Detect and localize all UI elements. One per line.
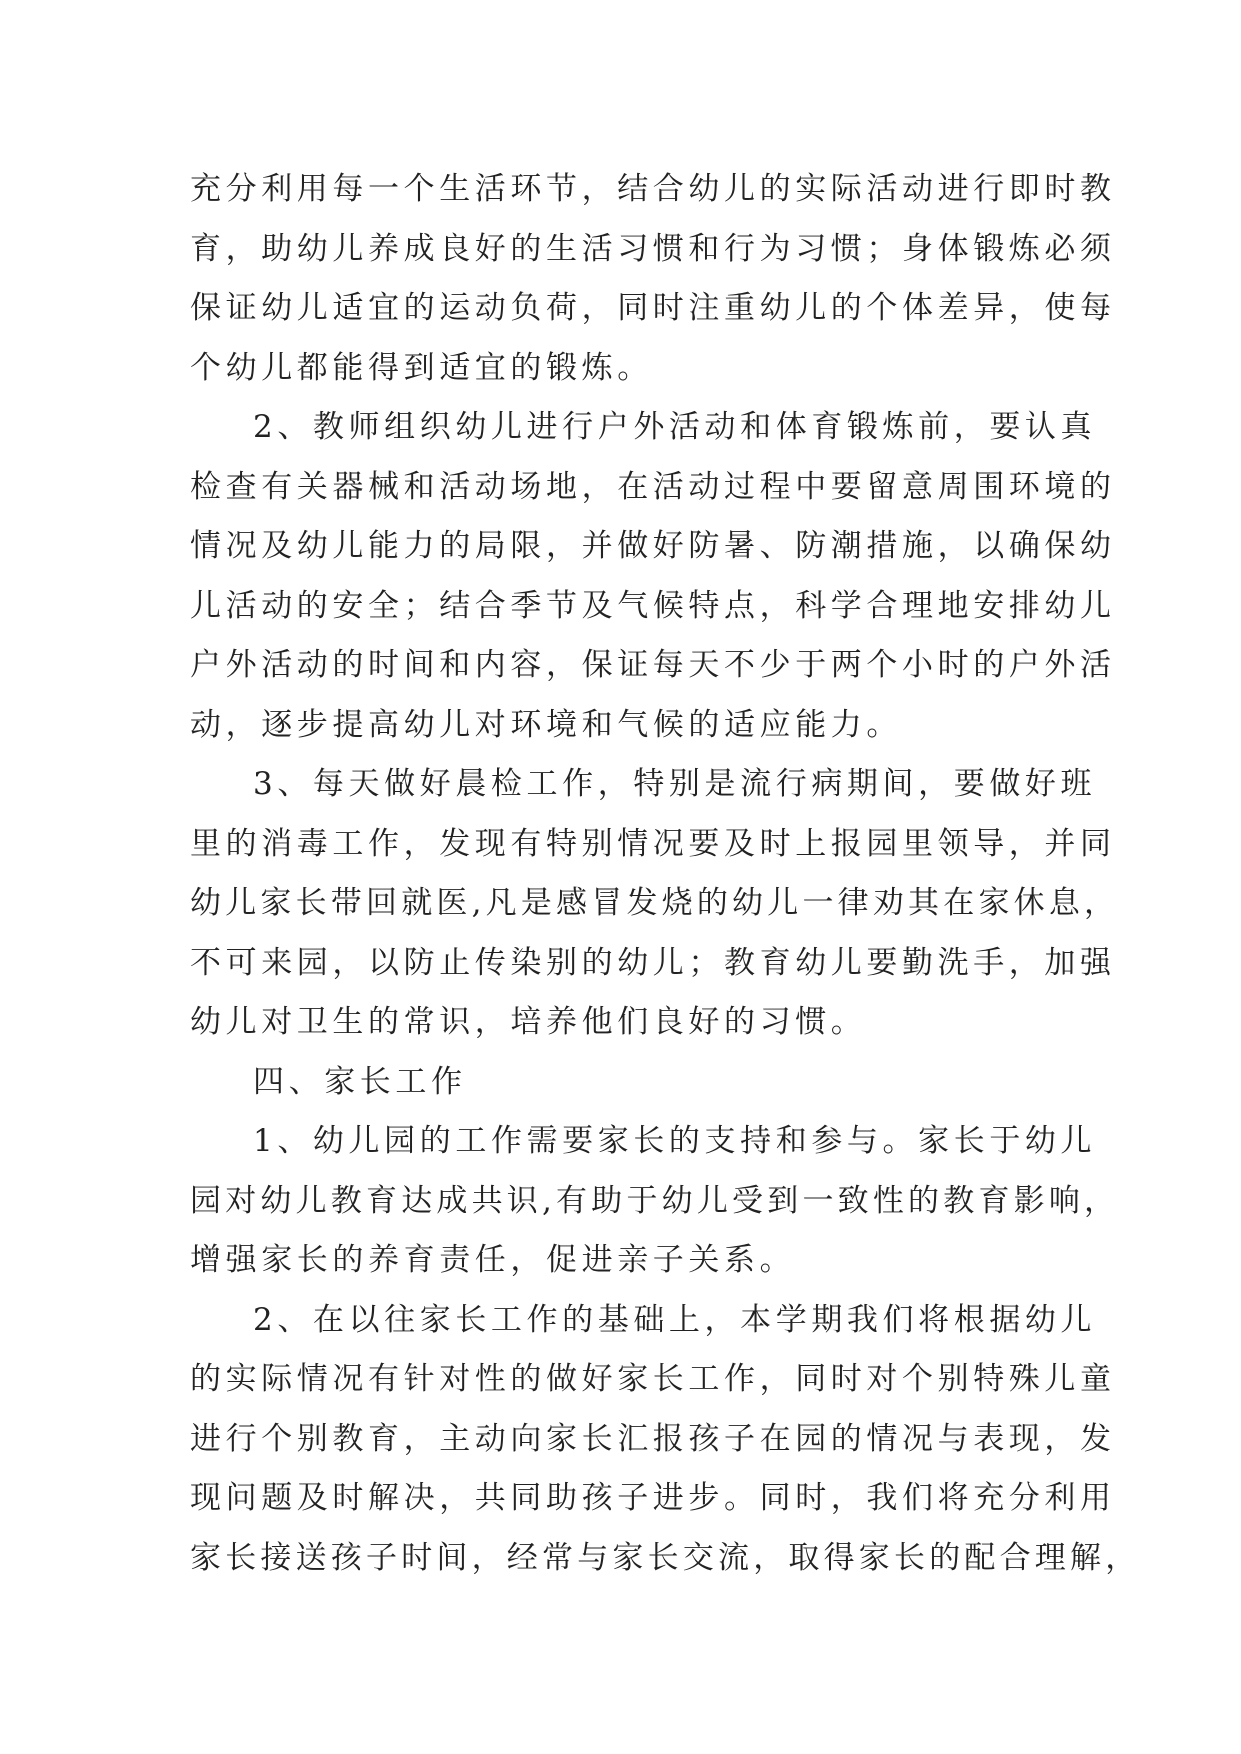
text-line: 进行个别教育，主动向家长汇报孩子在园的情况与表现，发 (190, 1420, 1116, 1457)
text-line: 保证幼儿适宜的运动负荷，同时注重幼儿的个体差异，使每 (190, 290, 1116, 326)
text-line: 动，逐步提高幼儿对环境和气候的适应能力。 (190, 706, 902, 743)
text-line: 园对幼儿教育达成共识,有助于幼儿受到一致性的教育影响， (190, 1182, 1120, 1219)
text-line: 2、在以往家长工作的基础上，本学期我们将根据幼儿 (253, 1301, 1097, 1338)
text-line: 幼儿对卫生的常识，培养他们良好的习惯。 (190, 1004, 867, 1040)
text-line: 充分利用每一个生活环节，结合幼儿的实际活动进行即时教 (190, 171, 1116, 207)
text-line: 增强家长的养育责任，促进亲子关系。 (190, 1242, 796, 1278)
text-line: 1、幼儿园的工作需要家长的支持和参与。家长于幼儿 (253, 1123, 1097, 1159)
body-text (190, 160, 1141, 1588)
text-line: 里的消毒工作，发现有特别情况要及时上报园里领导，并同 (190, 825, 1116, 862)
text-line: 的实际情况有针对性的做好家长工作，同时对个别特殊儿童 (190, 1361, 1116, 1397)
text-line: 3、每天做好晨检工作，特别是流行病期间，要做好班 (253, 766, 1097, 802)
section-heading: 四、家长工作 (253, 1063, 467, 1100)
text-line: 户外活动的时间和内容，保证每天不少于两个小时的户外活 (190, 647, 1116, 683)
text-line: 2、教师组织幼儿进行户外活动和体育锻炼前，要认真 (253, 409, 1097, 445)
text-line: 育，助幼儿养成良好的生活习惯和行为习惯；身体锻炼必须 (190, 230, 1116, 267)
text-line: 家长接送孩子时间，经常与家长交流，取得家长的配合理解， (190, 1539, 1141, 1576)
text-line: 现问题及时解决，共同助孩子进步。同时，我们将充分利用 (190, 1480, 1116, 1516)
text-line: 情况及幼儿能力的局限，并做好防暑、防潮措施，以确保幼 (190, 528, 1116, 564)
text-line: 检查有关器械和活动场地，在活动过程中要留意周围环境的 (190, 468, 1116, 505)
text-line: 儿活动的安全；结合季节及气候特点，科学合理地安排幼儿 (190, 587, 1116, 624)
text-line: 幼儿家长带回就医,凡是感冒发烧的幼儿一律劝其在家休息， (190, 885, 1120, 921)
text-line: 个幼儿都能得到适宜的锻炼。 (190, 349, 653, 386)
text-line: 不可来园，以防止传染别的幼儿；教育幼儿要勤洗手，加强 (190, 944, 1116, 981)
